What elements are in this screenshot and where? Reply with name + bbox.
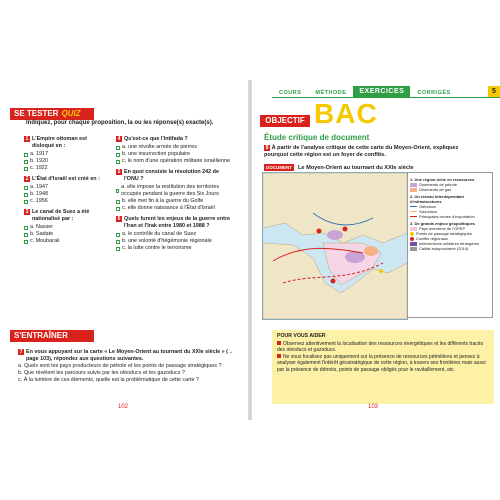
answer-option[interactable] — [24, 224, 106, 231]
checkbox[interactable] — [116, 207, 120, 211]
answer-label: c. 1922 — [30, 165, 48, 171]
legend-label: Califat autoproclamé (2014) — [419, 246, 469, 251]
question-header — [24, 209, 106, 223]
answer-option[interactable] — [24, 158, 106, 165]
checkbox[interactable] — [24, 233, 28, 237]
quiz-question — [116, 216, 234, 252]
section-header-se-tester — [10, 108, 94, 120]
answer-option[interactable] — [116, 144, 234, 151]
checkbox[interactable] — [116, 247, 120, 251]
quiz-question — [116, 136, 234, 165]
exercise-item: b. Que révèlent les parcours suivis par les oléoducs et les gazoducs ? — [18, 370, 185, 376]
question-number: 1 — [25, 136, 29, 142]
exercise-7 — [18, 349, 238, 384]
quiz-question — [24, 176, 106, 205]
answer-label: a. le contrôle du canal de Suez — [122, 231, 197, 237]
legend-label: Interventions militaires étrangères — [419, 241, 480, 246]
checkbox[interactable] — [116, 160, 120, 164]
answer-option[interactable] — [116, 231, 234, 238]
answer-label: b. une insurrection populaire — [122, 151, 191, 157]
answer-option[interactable] — [116, 158, 234, 165]
checkbox[interactable] — [24, 153, 28, 157]
answer-label: c. 1956 — [30, 198, 48, 204]
checkbox[interactable] — [24, 167, 28, 171]
legend-label: Pays membres de l'OPEP — [419, 226, 466, 231]
middle-east-map — [262, 172, 408, 320]
legend-section-title: 3. De grands enjeux géopolitiques — [410, 221, 475, 226]
nav-methode[interactable]: MÉTHODE — [315, 90, 347, 96]
map-graphic — [263, 173, 407, 319]
question-header — [24, 176, 106, 183]
checkbox[interactable] — [24, 160, 28, 164]
page-number-left: 102 — [118, 404, 129, 410]
swatch — [410, 183, 417, 187]
checkbox[interactable] — [24, 200, 28, 204]
checkbox[interactable] — [24, 240, 28, 244]
help-item — [277, 341, 489, 354]
bullet-square-icon — [277, 354, 281, 358]
swatch — [410, 247, 417, 251]
answer-option[interactable] — [116, 198, 234, 205]
checkbox[interactable] — [116, 233, 120, 237]
answer-label: a. Nasser — [30, 224, 54, 230]
question-number: 4 — [117, 136, 121, 142]
swatch — [410, 211, 417, 212]
swatch — [410, 216, 417, 217]
help-text: Observez attentivement la localisation des ressources énergétiques et les différents tracés des oléoducs et gazoducs. — [277, 340, 484, 354]
consigne — [264, 145, 484, 159]
bullet-square-icon — [277, 341, 281, 345]
legend-label: Principales routes d'exportation — [419, 214, 475, 219]
nav-cours[interactable]: COURS — [279, 90, 302, 96]
question-text: L'Empire ottoman est disloqué en : — [32, 136, 87, 149]
legend-section-title: 2. Un réseau interdépendant d'infrastructures — [410, 194, 464, 204]
answer-label: a. 1947 — [30, 184, 48, 190]
question-header — [24, 136, 106, 150]
exercise-item: c. À la lumière de ces éléments, quelle est la problématique de cette carte ? — [18, 377, 199, 383]
question-text: Le canal de Suez a été nationalisé par : — [32, 209, 90, 222]
question-header — [116, 169, 234, 183]
section-title: SE TESTER — [14, 109, 59, 118]
swatch — [410, 237, 414, 241]
document-title: Le Moyen-Orient au tournant du XXIe siècle — [298, 164, 414, 171]
question-text: En quoi consiste la résolution 242 de l'ONU ? — [124, 169, 219, 182]
bac-title: BAC — [314, 98, 378, 129]
answer-label: a. une révolte armée de pierres — [122, 144, 197, 150]
answer-option[interactable] — [116, 151, 234, 158]
answer-option[interactable] — [116, 205, 234, 212]
page-number-right: 103 — [368, 404, 379, 410]
answer-option[interactable] — [24, 184, 106, 191]
legend-label: Gisements de gaz — [419, 187, 452, 192]
quiz-intro: Indiquez, pour chaque proposition, la ou les réponse(s) exacte(s). — [26, 120, 214, 126]
help-item — [277, 354, 489, 374]
answer-label: b. elle met fin à la guerre du Golfe — [122, 198, 204, 204]
question-number: 6 — [117, 216, 121, 222]
swatch — [410, 188, 417, 192]
question-text: Quels furent les enjeux de la guerre entre l'Iran et l'Irak entre 1980 et 1988 ? — [124, 216, 231, 229]
legend-item — [410, 214, 490, 219]
answer-label: c. la lutte contre le terrorisme — [122, 245, 192, 251]
document-caption — [264, 164, 492, 171]
legend-label: Conflits régionaux — [416, 236, 449, 241]
checkbox[interactable] — [24, 226, 28, 230]
section-header-s-entrainer — [10, 330, 94, 342]
swatch — [410, 242, 417, 246]
help-title: POUR VOUS AIDER — [277, 333, 326, 339]
answer-option[interactable] — [24, 198, 106, 205]
swatch — [410, 206, 417, 207]
question-header — [116, 216, 234, 230]
nav-underline — [272, 97, 500, 98]
answer-label: b. une volonté d'hégémonie régionale — [122, 238, 212, 244]
exercise-number: 7 — [19, 349, 23, 355]
question-number: 2 — [25, 176, 29, 182]
answer-label: c. elle donne naissance à l'État d'Israël — [122, 205, 215, 211]
answer-option[interactable] — [24, 231, 106, 238]
question-text: L'État d'Israël est créé en : — [32, 176, 100, 182]
help-text: Ne vous focalisez pas uniquement sur la présence de ressources pétrolières et pensez à analyser également l'intérêt géostratégique de cette région, à travers ses frontières mais aussi par la présence de détroits, points de passage obligés pour le ravitaillement, etc. — [277, 353, 486, 373]
consigne-number: 8 — [265, 145, 269, 151]
answer-option[interactable] — [24, 165, 106, 172]
checkbox[interactable] — [116, 200, 120, 204]
swatch — [410, 232, 414, 236]
legend-section-title: 1. Une région riche en ressources — [410, 177, 475, 182]
question-number: 5 — [117, 169, 121, 175]
question-header — [116, 136, 234, 143]
question-text: Qu'est-ce que l'Intifada ? — [124, 136, 188, 142]
answer-label: b. Sadate — [30, 231, 54, 237]
nav-corriges[interactable]: CORRIGÉS — [417, 90, 451, 96]
answer-option[interactable] — [24, 191, 106, 198]
document-tag: DOCUMENT — [266, 165, 292, 170]
consigne-text: À partir de l'analyse critique de cette carte du Moyen-Orient, expliquez pourquoi cette région est un foyer de conflits. — [264, 145, 459, 158]
legend-label: Points de passage stratégiques — [416, 231, 472, 236]
question-number: 3 — [25, 209, 29, 215]
map-legend — [407, 172, 493, 318]
objectif-label: OBJECTIF — [260, 115, 310, 127]
quiz-column-2 — [116, 136, 234, 256]
exercise-instruction: En vous appuyant sur la carte « Le Moyen-Orient au tournant du XXIe siècle » (→ page 103), répondez aux questions suivantes. — [26, 349, 234, 362]
legend-label: Gisements de pétrole — [419, 182, 458, 187]
answer-option[interactable] — [116, 238, 234, 245]
help-box — [272, 330, 494, 404]
swatch — [410, 227, 417, 231]
checkbox[interactable] — [116, 146, 120, 150]
answer-label: c. le nom d'une opération militaire israélienne — [122, 158, 231, 164]
section-tag: QUIZ — [61, 109, 81, 118]
chapter-badge: 5 — [488, 86, 500, 98]
quiz-question — [24, 136, 106, 172]
answer-label: b. 1948 — [30, 191, 48, 197]
quiz-question — [24, 209, 106, 245]
answer-label: a. elle impose la restitution des territoires occupés pendant la guerre des Six Jours — [121, 184, 220, 197]
answer-option[interactable] — [116, 245, 234, 252]
legend-item — [410, 246, 490, 251]
quiz-question — [116, 169, 234, 212]
answer-label: a. 1917 — [30, 151, 48, 157]
exercise-item: a. Quels sont les pays producteurs de pétrole et les points de passage stratégiques ? — [18, 363, 222, 369]
checkbox[interactable] — [24, 193, 28, 197]
checkbox[interactable] — [116, 153, 120, 157]
nav-exercices[interactable]: EXERCICES — [353, 86, 410, 98]
checkbox[interactable] — [116, 189, 119, 193]
subtitle: Étude critique de document — [264, 133, 370, 142]
quiz-column-1 — [24, 136, 106, 249]
legend-item — [410, 187, 490, 192]
answer-label: b. 1920 — [30, 158, 48, 164]
checkbox[interactable] — [116, 240, 120, 244]
answer-label: c. Moubarak — [30, 238, 60, 244]
answer-option[interactable] — [24, 238, 106, 245]
checkbox[interactable] — [24, 186, 28, 190]
legend-label: Gazoducs — [419, 209, 438, 214]
answer-option[interactable] — [24, 151, 106, 158]
section-title: S'ENTRAÎNER — [14, 331, 68, 340]
answer-option[interactable] — [116, 184, 234, 198]
legend-label: Oléoducs — [419, 204, 436, 209]
